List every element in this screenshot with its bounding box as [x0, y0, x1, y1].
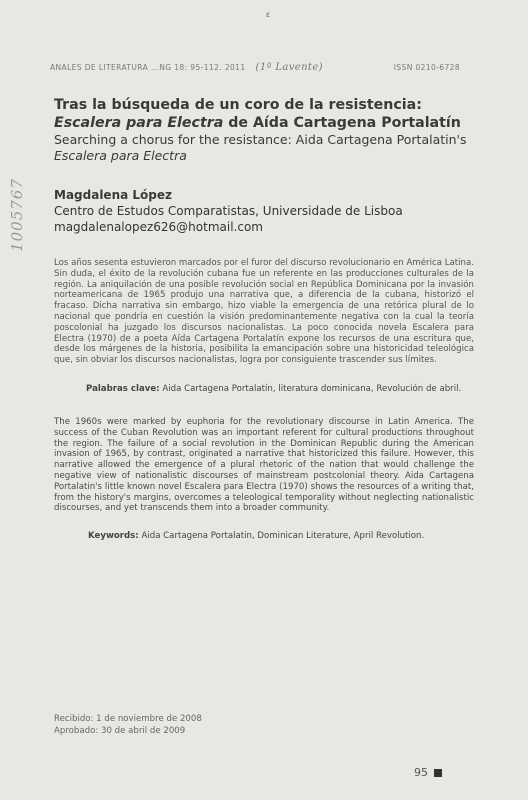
square-bullet-icon — [434, 769, 442, 777]
author-email: magdalenalopez626@hotmail.com — [54, 220, 263, 234]
issn: ISSN 0210-6728 — [393, 63, 460, 72]
keywords-english-label: Keywords: — [88, 531, 139, 541]
keywords-spanish-text: Aida Cartagena Portalatín, literatura dominicana, Revolución de abril. — [159, 384, 462, 394]
page-number-text: 95 — [414, 766, 428, 779]
journal-citation: ANALES DE LITERATURA ...NG 18: 95-112. 2011 — [50, 63, 246, 72]
top-mark: ε — [266, 10, 271, 19]
keywords-spanish-label: Palabras clave: — [86, 384, 160, 394]
running-header — [50, 62, 460, 73]
article-title — [54, 96, 474, 132]
author-name: Magdalena López — [54, 188, 172, 202]
abstract-english: The 1960s were marked by euphoria for the revolutionary discourse in Latin America. The success of the Cuban Revolution was an important referent for cultural productions throughout the region. The failure of a social revolution in the Dominican Republic during the American invasion of 1965, by contrast, originated a narrative that historicized this failure. However, this narrative allowed the emergence of a plural rhetoric of the nation that would challenge the negative view of nationalistic discourses of mainstream postcolonial theory. Aida Cartagena Portalatin's little known novel Escalera para Electra (1970) shows the resources of a writing that, from the history's margins, overcomes a teleological temporality without neglecting nationalistic discourses, and yet transcends them into a broader community. — [54, 417, 474, 514]
keywords-spanish — [54, 384, 474, 395]
subtitle-italic: Escalera para Electra — [54, 148, 187, 163]
article-subtitle — [54, 132, 474, 164]
title-tail: de Aída Cartagena Portalatín — [223, 115, 461, 131]
title-main: Tras la búsqueda de un coro de la resistencia: — [54, 97, 422, 113]
abstract-spanish: Los años sesenta estuvieron marcados por el furor del discurso revolucionario en América Latina. Sin duda, el éxito de la revolución cubana fue un referente en las producciones culturales de la región. La aniquilación de una posible revolución social en República Dominicana por la invasión norteamericana de 1965 produjo una narrativa que, a diferencia de la cubana, historizó el fracaso. Dicha narrativa sin embargo, hizo viable la emergencia de una retórica plural de lo nacional que pondría en cuestión la visión predominantemente negativa con la cual la teoría poscolonial ha juzgado los discursos nacionalistas. La poco conocida novela Escalera para Electra (1970) de a poeta Aída Cartagena Portalatín expone los recursos de una escritura que, desde los márgenes de la historia, posibilita la emancipación sobre una historicidad teleológica que, sin obviar los discursos nacionalistas, logra por consiguiente trascender sus límites. — [54, 258, 474, 366]
margin-annotation-text: 1005767 — [8, 178, 26, 252]
approved-date: Aprobado: 30 de abril de 2009 — [54, 726, 186, 736]
received-date: Recibido: 1 de noviembre de 2008 — [54, 714, 202, 724]
keywords-english-text: Aida Cartagena Portalatin, Dominican Literature, April Revolution. — [138, 531, 425, 541]
title-italic: Escalera para Electra — [54, 115, 224, 131]
author-affiliation: Centro de Estudos Comparatistas, Universidade de Lisboa — [54, 204, 403, 218]
keywords-english — [54, 531, 474, 542]
margin-annotation — [2, 160, 32, 270]
handwritten-note: (1ª Lavente) — [255, 62, 323, 73]
page-number — [414, 766, 442, 779]
subtitle-main: Searching a chorus for the resistance: Aida Cartagena Portalatin's — [54, 132, 467, 147]
